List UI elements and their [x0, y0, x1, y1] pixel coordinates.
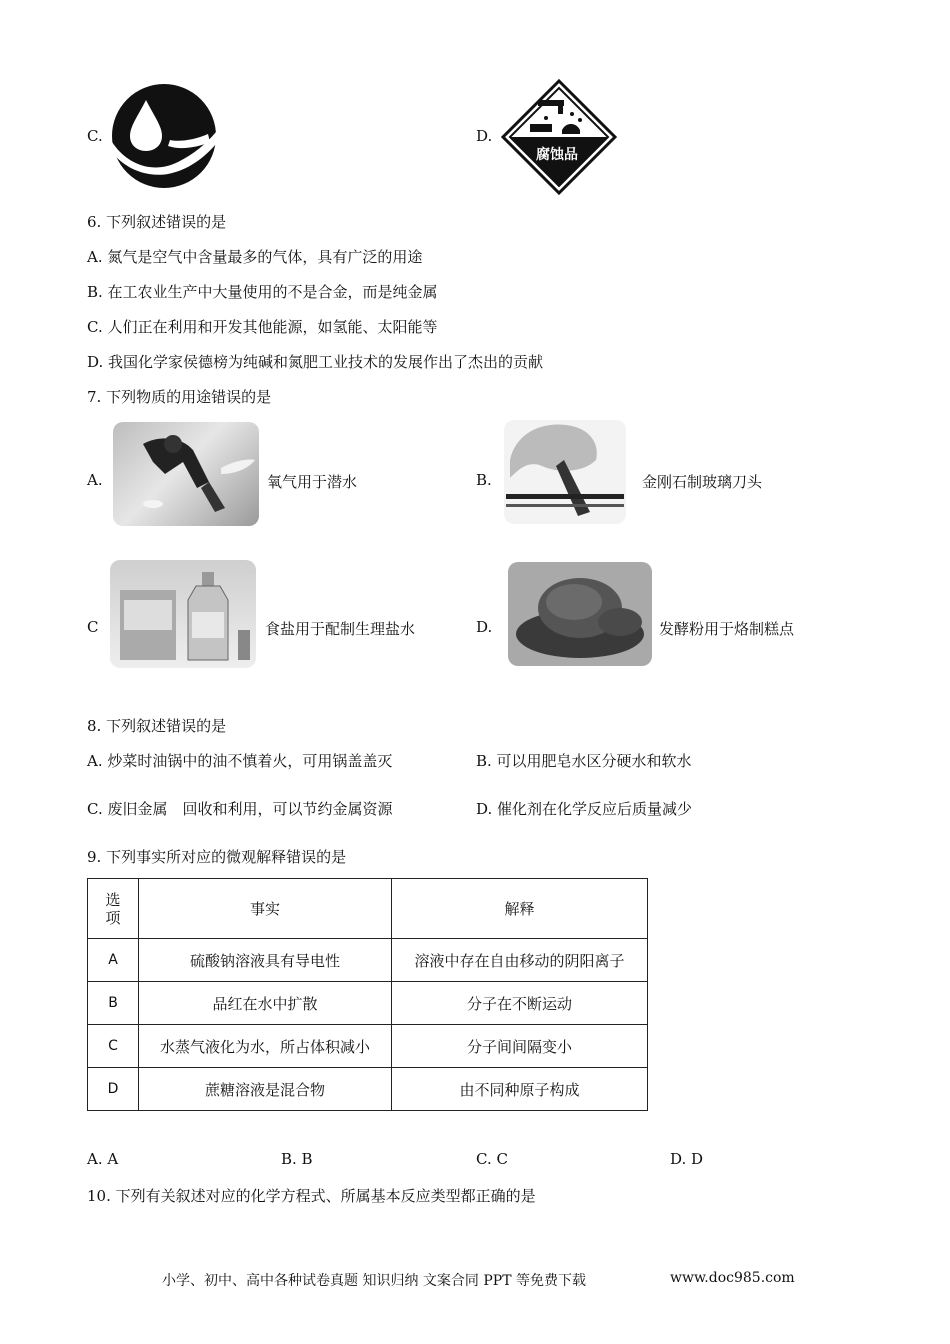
glass-cutter-photo [504, 420, 626, 524]
q6-option-a: A. 氮气是空气中含量最多的气体，具有广泛的用途 [87, 248, 423, 266]
q5-option-d-label: D. [476, 127, 493, 145]
corrosive-hazard-icon [500, 78, 618, 196]
q7-option-d-text: 发酵粉用于烙制糕点 [659, 620, 795, 638]
q10-stem: 10. 下列有关叙述对应的化学方程式、所属基本反应类型都正确的是 [87, 1187, 536, 1205]
row-fact: 水蒸气液化为水，所占体积减小 [139, 1025, 392, 1068]
q7-option-b-label: B. [476, 471, 492, 489]
q6-option-d: D. 我国化学家侯德榜为纯碱和氮肥工业技术的发展作出了杰出的贡献 [87, 353, 544, 371]
q7-option-d-label: D. [476, 618, 493, 636]
table-row [88, 982, 648, 1025]
diver-photo [113, 422, 259, 526]
table-header-row [88, 879, 648, 939]
corrosive-label: 腐蚀品 [536, 147, 578, 163]
table-row [88, 1068, 648, 1111]
q9-answer-d: D. D [670, 1150, 704, 1168]
table-row [88, 939, 648, 982]
q7-option-b-text: 金刚石制玻璃刀头 [642, 473, 763, 491]
q8-option-d: D. 催化剂在化学反应后质量减少 [476, 800, 693, 818]
row-fact: 品红在水中扩散 [139, 982, 392, 1025]
q8-option-b: B. 可以用肥皂水区分硬水和软水 [476, 752, 692, 770]
q7-option-c-label: C [87, 618, 99, 636]
q7-option-a-label: A. [87, 471, 103, 489]
footer-url-link[interactable]: www.doc985.com [670, 1270, 795, 1286]
q9-stem: 9. 下列事实所对应的微观解释错误的是 [87, 848, 347, 866]
row-explanation: 分子间间隔变小 [392, 1025, 648, 1068]
row-explanation: 由不同种原子构成 [392, 1068, 648, 1111]
q8-stem: 8. 下列叙述错误的是 [87, 717, 227, 735]
row-explanation: 溶液中存在自由移动的阴阳离子 [392, 939, 648, 982]
water-saving-icon [108, 82, 220, 190]
q7-option-a-text: 氧气用于潜水 [267, 473, 358, 491]
q8-option-a: A. 炒菜时油锅中的油不慎着火，可用锅盖盖灭 [87, 752, 393, 770]
header-fact: 事实 [139, 879, 392, 939]
row-option: D [88, 1068, 139, 1111]
table-row [88, 1025, 648, 1068]
header-explanation: 解释 [392, 879, 648, 939]
row-option: B [88, 982, 139, 1025]
q8-option-c: C. 废旧金属 回收和利用，可以节约金属资源 [87, 800, 393, 818]
q7-option-c-text: 食盐用于配制生理盐水 [265, 620, 416, 638]
facts-table [87, 878, 648, 1111]
q7-stem: 7. 下列物质的用途错误的是 [87, 388, 272, 406]
q9-answer-a: A. A [87, 1150, 119, 1168]
q6-option-b: B. 在工农业生产中大量使用的不是合金，而是纯金属 [87, 283, 438, 301]
footer-text: 小学、初中、高中各种试卷真题 知识归纳 文案合同 PPT 等免费下载 [162, 1273, 586, 1289]
q6-option-c: C. 人们正在利用和开发其他能源，如氢能、太阳能等 [87, 318, 438, 336]
row-explanation: 分子在不断运动 [392, 982, 648, 1025]
row-option: C [88, 1025, 139, 1068]
q6-stem: 6. 下列叙述错误的是 [87, 213, 227, 231]
q9-answer-c: C. C [476, 1150, 508, 1168]
q5-option-c-label: C. [87, 127, 103, 145]
row-fact: 硫酸钠溶液具有导电性 [139, 939, 392, 982]
header-option: 选 项 [88, 879, 139, 939]
row-option: A [88, 939, 139, 982]
baked-cakes-photo [508, 562, 652, 666]
q9-answer-b: B. B [281, 1150, 313, 1168]
row-fact: 蔗糖溶液是混合物 [139, 1068, 392, 1111]
saline-bottles-photo [110, 560, 256, 668]
